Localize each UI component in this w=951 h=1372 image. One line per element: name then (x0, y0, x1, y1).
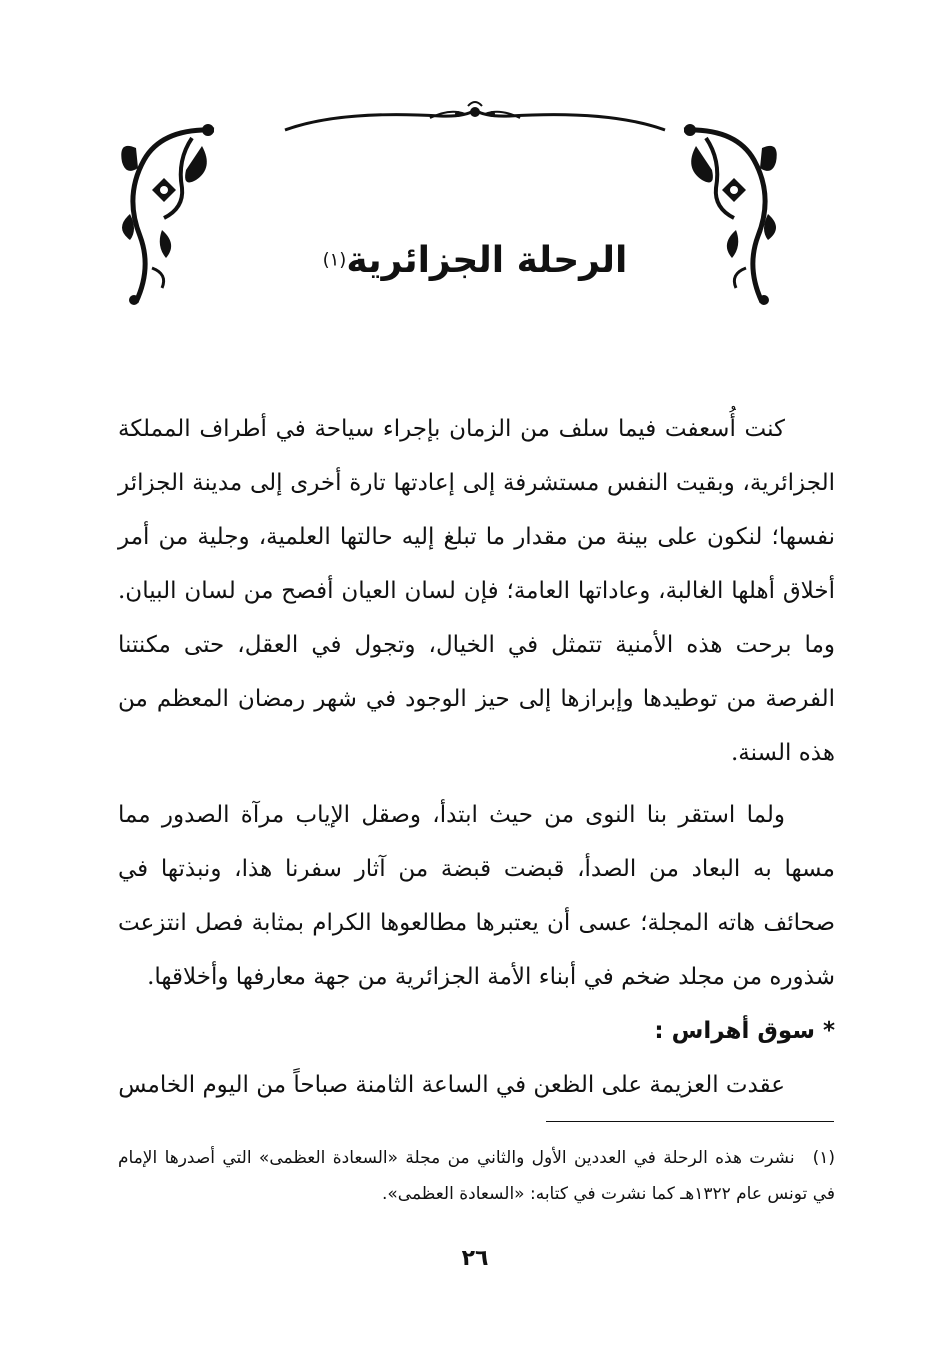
footnote-text: نشرت هذه الرحلة في العددين الأول والثاني من مجلة «السعادة العظمى» التي أصدرها الإمام في تونس عام ١٣٢٢هـ كما نشرت في كتابه: «السعادة العظمى». (118, 1148, 835, 1204)
paragraph: ولما استقر بنا النوى من حيث ابتدأ، وصقل الإياب مرآة الصدور مما مسها به البعاد من الصدأ، قبضت قبضة من آثار سفرنا هذا، ونبذتها في صحائف هاته المجلة؛ عسى أن يعتبرها مطالعوها الكرام بمثابة فصل انتزعت شذوره من مجلد ضخم في أبناء الأمة الجزائرية من جهة معارفها وأخلاقها. (118, 802, 835, 990)
footnote-divider (546, 1121, 834, 1122)
corner-ornament-left (112, 118, 222, 308)
footnote-marker: (١) (812, 1148, 835, 1168)
section-heading (118, 1004, 835, 1058)
body-text (118, 402, 835, 1112)
page-number: ٢٦ (461, 1246, 489, 1271)
paragraph: كنت أُسعفت فيما سلف من الزمان بإجراء سياحة في أطراف المملكة الجزائرية، وبقيت النفس مستشرفة إلى إعادتها تارة أخرى إلى مدينة الجزائر نفسها؛ لنكون على بينة من مقدار ما تبلغ إليه حالتها العلمية، وجلية من أمر أخلاق أهلها الغالبة، وعاداتها العامة؛ فإن لسان العيان أفصح من لسان البيان. وما برحت هذه الأمنية تتمثل في الخيال، وتجول في العقل، حتى مكنتنا الفرصة من توطيدها وإبرازها إلى حيز الوجود في شهر رمضان المعظم من هذه السنة. (118, 416, 835, 766)
chapter-heading (250, 226, 700, 296)
section-bullet: * (822, 1018, 835, 1044)
paragraph: عقدت العزيمة على الظعن في الساعة الثامنة صباحاً من اليوم الخامس (118, 1072, 785, 1098)
title-footnote-ref: (١) (322, 249, 347, 271)
chapter-title: الرحلة الجزائرية (346, 240, 628, 281)
section-title: سوق أهراس : (654, 1018, 815, 1044)
top-ornament (280, 96, 670, 136)
footnote (118, 1140, 835, 1212)
